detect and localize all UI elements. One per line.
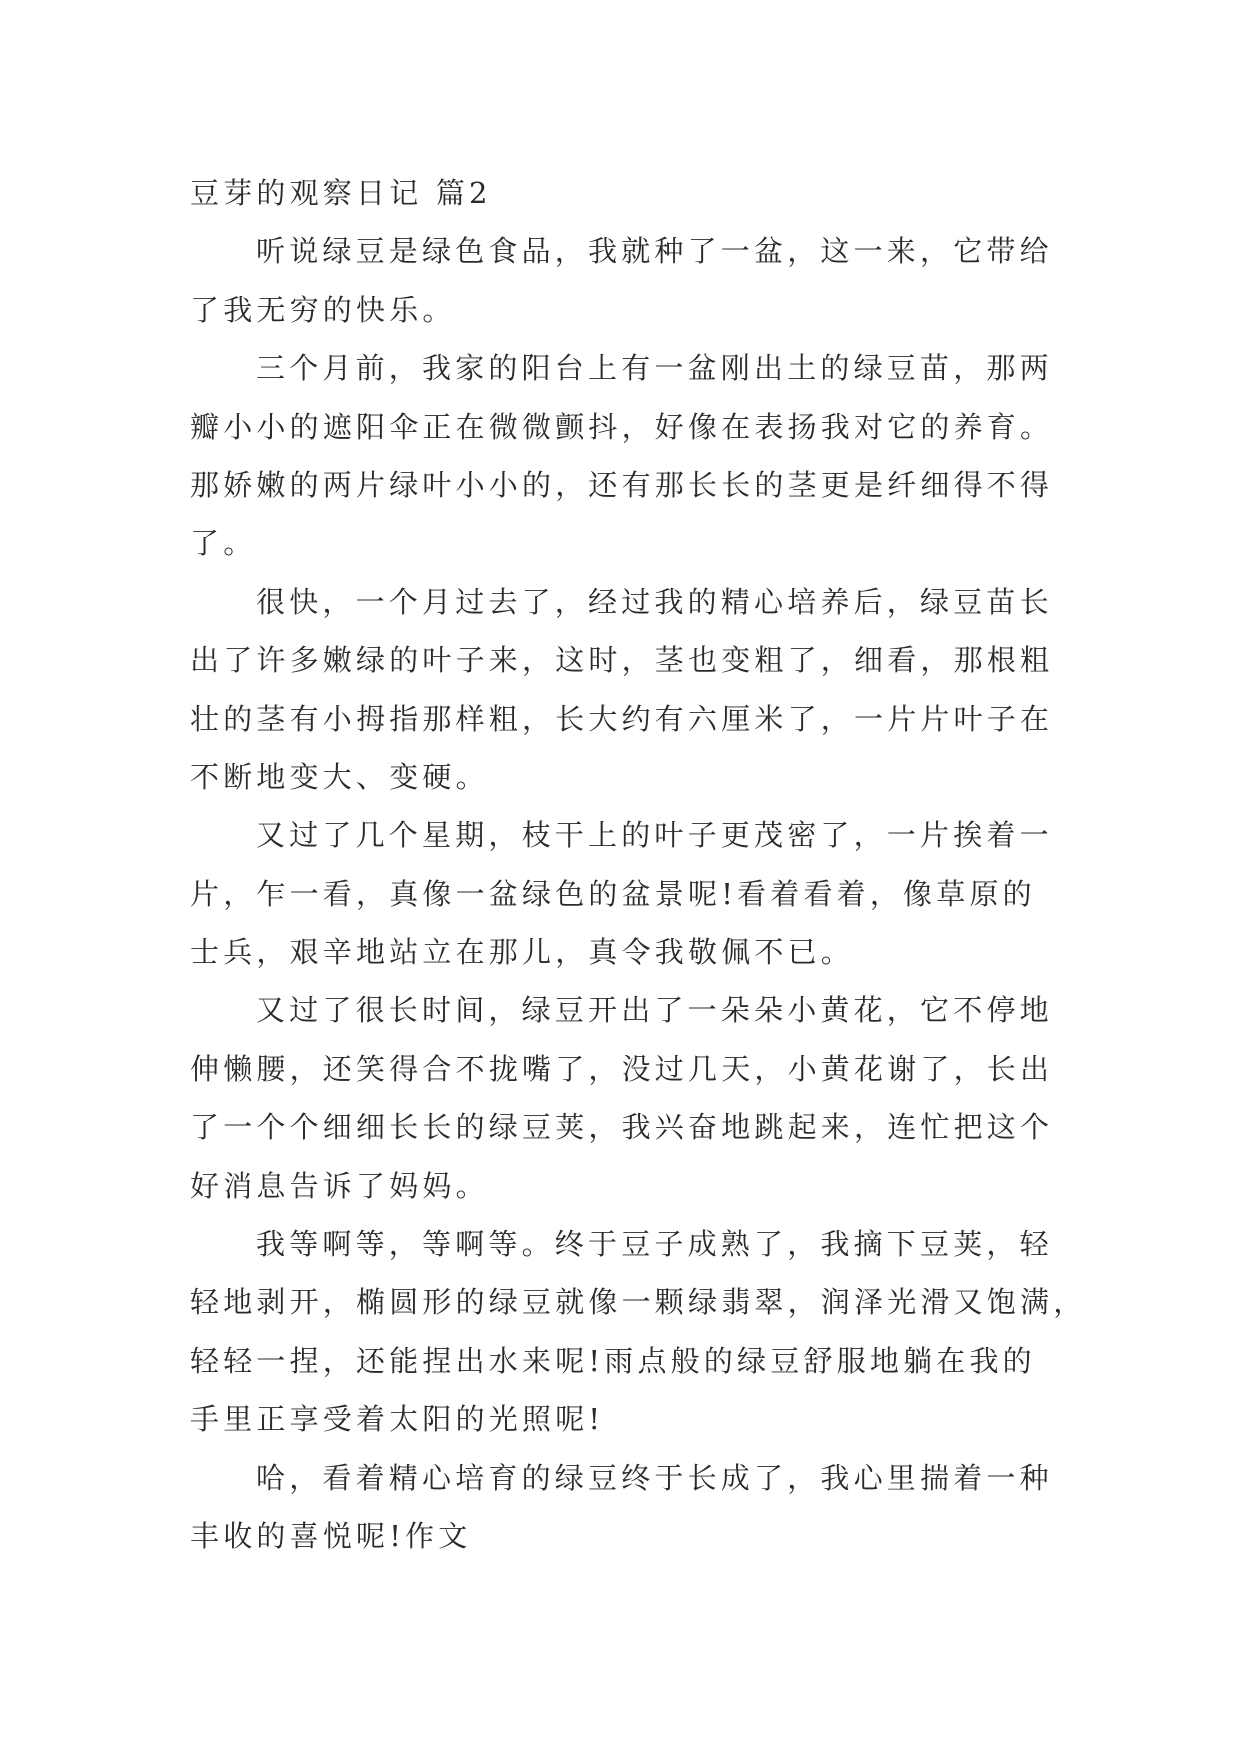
paragraph-line: 三个月前，我家的阳台上有一盆刚出土的绿豆苗，那两 bbox=[256, 351, 1053, 386]
paragraph bbox=[190, 1449, 1060, 1566]
paragraph-line: 出了许多嫩绿的叶子来，这时，茎也变粗了，细看，那根粗 bbox=[190, 643, 1054, 678]
paragraph-line: 好消息告诉了妈妈。 bbox=[190, 1168, 489, 1203]
paragraph bbox=[190, 806, 1060, 981]
paragraph-line: 听说绿豆是绿色食品，我就种了一盆，这一来，它带给 bbox=[256, 234, 1053, 269]
paragraph-list bbox=[190, 222, 1087, 1565]
paragraph-line: 丰收的喜悦呢!作文 bbox=[190, 1519, 472, 1553]
paragraph-line: 壮的茎有小拇指那样粗，长大约有六厘米了，一片片叶子在 bbox=[190, 701, 1054, 736]
paragraph-line: 伸懒腰，还笑得合不拢嘴了，没过几天，小黄花谢了，长出 bbox=[190, 1051, 1054, 1086]
paragraph-line: 那娇嫩的两片绿叶小小的，还有那长长的茎更是纤细得不得 bbox=[190, 467, 1054, 502]
paragraph bbox=[190, 1215, 1087, 1449]
paragraph-line: 轻轻一捏，还能捏出水来呢!雨点般的绿豆舒服地躺在我的 bbox=[190, 1343, 1036, 1378]
paragraph-line: 轻地剥开，椭圆形的绿豆就像一颗绿翡翠，润泽光滑又饱满， bbox=[190, 1285, 1087, 1320]
paragraph bbox=[190, 981, 1060, 1215]
paragraph-line: 了一个个细细长长的绿豆荚，我兴奋地跳起来，连忙把这个 bbox=[190, 1110, 1054, 1145]
paragraph-line: 片，乍一看，真像一盆绿色的盆景呢!看着看着，像草原的 bbox=[190, 876, 1036, 911]
paragraph-line: 很快，一个月过去了，经过我的精心培养后，绿豆苗长 bbox=[256, 584, 1053, 619]
paragraph bbox=[190, 573, 1060, 807]
paragraph-line: 手里正享受着太阳的光照呢! bbox=[190, 1402, 605, 1437]
document-body bbox=[190, 164, 1087, 1565]
paragraph bbox=[190, 222, 1060, 339]
paragraph-line: 士兵，艰辛地站立在那儿，真令我敬佩不已。 bbox=[190, 935, 855, 970]
document-title: 豆芽的观察日记 篇2 bbox=[190, 176, 492, 210]
paragraph-line: 我等啊等，等啊等。终于豆子成熟了，我摘下豆荚，轻 bbox=[256, 1227, 1053, 1262]
paragraph-line: 哈，看着精心培育的绿豆终于长成了，我心里揣着一种 bbox=[256, 1460, 1053, 1495]
paragraph-line: 又过了很长时间，绿豆开出了一朵朵小黄花，它不停地 bbox=[256, 993, 1053, 1028]
paragraph-line: 了。 bbox=[190, 526, 257, 561]
paragraph-line: 不断地变大、变硬。 bbox=[190, 759, 489, 794]
paragraph-line: 了我无穷的快乐。 bbox=[190, 292, 456, 327]
paragraph-line: 又过了几个星期，枝干上的叶子更茂密了，一片挨着一 bbox=[256, 818, 1053, 853]
paragraph-line: 瓣小小的遮阳伞正在微微颤抖，好像在表扬我对它的养育。 bbox=[190, 409, 1054, 444]
paragraph bbox=[190, 339, 1060, 573]
